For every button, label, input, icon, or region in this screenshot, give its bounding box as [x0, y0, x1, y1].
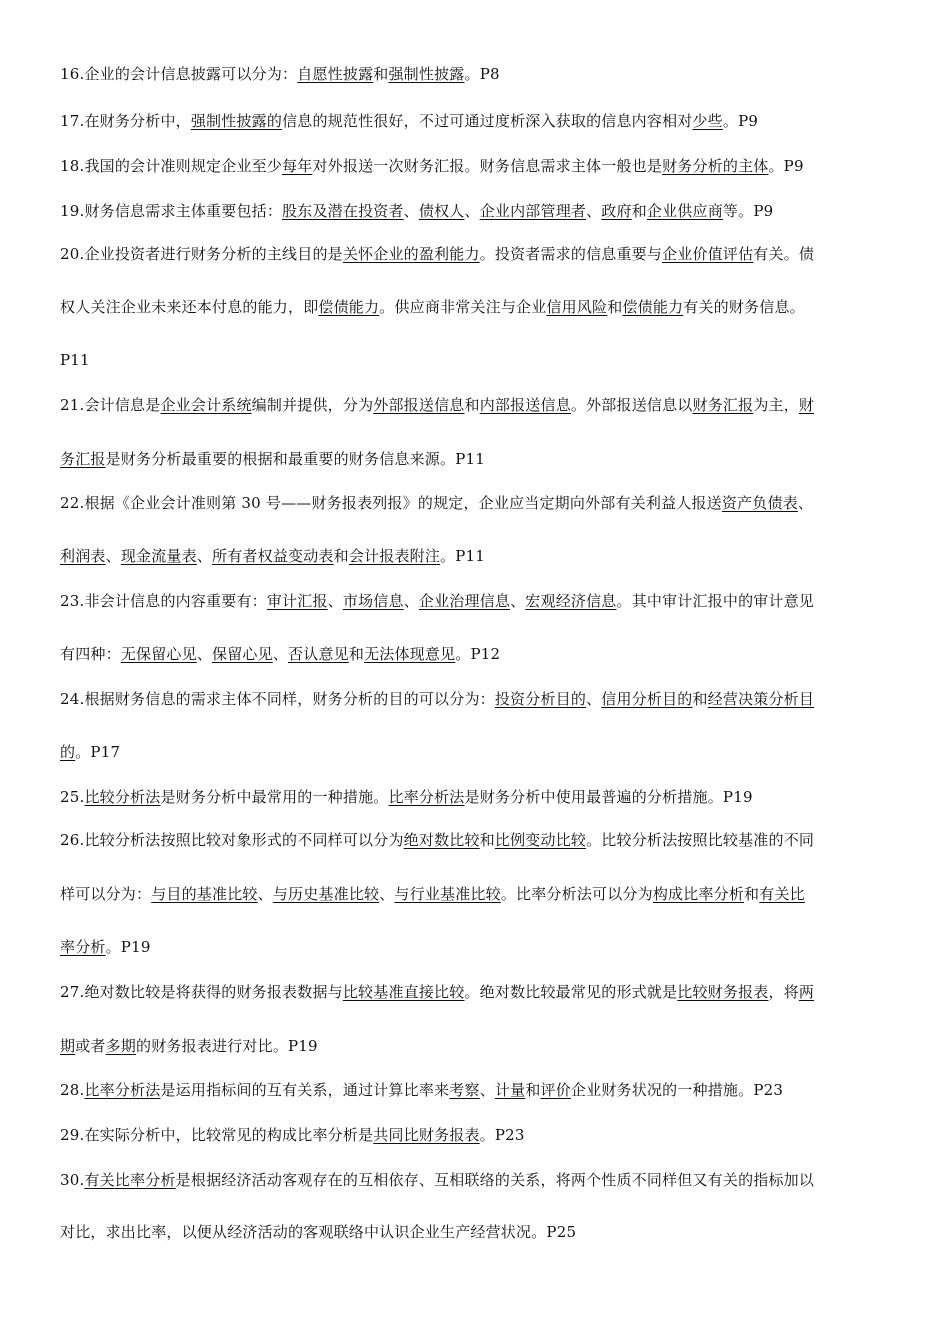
underlined-term: 审计汇报 [266, 592, 328, 610]
item-18-line-1 [60, 156, 804, 176]
text-run: 和 [333, 547, 349, 565]
underlined-term: 与目的基准比较 [151, 885, 258, 903]
text-run: P11 [60, 351, 90, 369]
underlined-term: 会计报表附注 [348, 547, 441, 565]
text-run: 25. [60, 788, 85, 806]
underlined-term: 现金流量表 [120, 547, 197, 565]
text-run: 24.根据财务信息的需求主体不同样，财务分析的目的可以分为： [60, 690, 495, 708]
underlined-term: 比较财务报表 [677, 983, 769, 1001]
text-run: 对外报送一次财务汇报。财务信息需求主体一般也是 [312, 157, 663, 175]
underlined-term: 财务汇报 [692, 396, 754, 414]
underlined-term: 比例变动比较 [494, 831, 587, 849]
text-run: 、 [196, 645, 213, 663]
underlined-term: 债权人 [418, 202, 465, 220]
text-run: 、 [586, 202, 602, 220]
text-run: 28. [60, 1081, 85, 1099]
item-21-line-2 [60, 449, 485, 469]
item-20-line-3 [60, 350, 90, 370]
underlined-term: 企业供应商 [646, 202, 723, 220]
text-run: 16.企业的会计信息披露可以分为： [60, 65, 298, 83]
underlined-term: 多期 [105, 1037, 137, 1055]
item-27-line-2 [60, 1036, 318, 1056]
text-run: 。P8 [464, 65, 500, 83]
underlined-term: 期 [60, 1037, 76, 1055]
underlined-term: 利润表 [60, 547, 106, 565]
underlined-term: 有关比率分析 [84, 1171, 176, 1189]
item-21-line-1 [60, 395, 814, 415]
text-run: 和 [692, 690, 708, 708]
underlined-term: 考察 [449, 1081, 480, 1099]
item-22-line-2 [60, 546, 485, 566]
text-run: 企业财务状况的一种措施。P23 [570, 1081, 784, 1099]
text-run: 22.根据《企业会计准则第 30 号——财务报表列报》的规定，企业应当定期向外部有关利益人报送 [60, 494, 722, 512]
text-run: 、 [379, 885, 395, 903]
underlined-term: 构成比率分析 [652, 885, 745, 903]
underlined-term: 保留心见 [212, 645, 273, 663]
text-run: 是财务分析中使用最普遍的分析措施。P19 [464, 788, 753, 806]
item-20-line-1 [60, 244, 814, 264]
text-run: 权人关注企业未来还本付息的能力，即 [60, 298, 319, 316]
text-run: 对比，求出比率，以便从经济活动的客观联络中认识企业生产经营状况。P25 [60, 1223, 577, 1241]
underlined-term: 比较分析法 [84, 788, 161, 806]
text-run: 是运用指标间的互有关系，通过计算比率来 [160, 1081, 450, 1099]
underlined-term: 自愿性披露 [297, 65, 374, 83]
text-run: 是财务分析最重要的根据和最重要的财务信息来源。P11 [105, 450, 485, 468]
text-run: 、 [272, 645, 289, 663]
underlined-term: 财务分析的主体 [662, 157, 769, 175]
text-run: 和 [607, 298, 623, 316]
underlined-term: 比率分析法 [388, 788, 465, 806]
underlined-term: 企业价值评估 [662, 245, 754, 263]
text-run: 。P9 [768, 157, 804, 175]
text-run: 、 [257, 885, 273, 903]
item-26-line-3 [60, 937, 151, 957]
text-run: 19.财务信息需求主体重要包括： [60, 202, 283, 220]
text-run: ，将 [768, 983, 799, 1001]
text-run: 。P23 [479, 1126, 525, 1144]
underlined-term: 偿债能力 [318, 298, 380, 316]
text-run: 和 [744, 885, 760, 903]
text-run: 等。P9 [722, 202, 774, 220]
text-run: 、 [403, 202, 419, 220]
item-22-line-1 [60, 493, 813, 513]
text-run: 29.在实际分析中，比较常见的构成比率分析是 [60, 1126, 374, 1144]
item-20-line-2 [60, 297, 805, 317]
text-run: 和 [525, 1081, 541, 1099]
underlined-term: 的 [60, 743, 76, 761]
underlined-term: 关怀企业的盈利能力 [342, 245, 480, 263]
text-run: 和 [348, 645, 365, 663]
underlined-term: 每年 [282, 157, 313, 175]
text-run: 。P17 [75, 743, 121, 761]
text-run: 和 [373, 65, 389, 83]
underlined-term: 比率分析法 [84, 1081, 161, 1099]
underlined-term: 宏观经济信息 [525, 592, 617, 610]
underlined-term: 外部报送信息 [373, 396, 465, 414]
text-run: 23.非会计信息的内容重要有： [60, 592, 267, 610]
text-run: 。比率分析法可以分为 [500, 885, 653, 903]
text-run: 、 [479, 1081, 495, 1099]
text-run: 。比较分析法按照比较基准的不同 [586, 831, 815, 849]
underlined-term: 信用分析目的 [601, 690, 693, 708]
text-run: 编制并提供，分为 [251, 396, 374, 414]
underlined-term: 与历史基准比较 [272, 885, 380, 903]
item-25-line-1 [60, 787, 753, 807]
text-run: 有四种： [60, 645, 121, 663]
underlined-term: 强制性披露的 [190, 112, 283, 130]
text-run: 。供应商非常关注与企业 [379, 298, 547, 316]
text-run: 、 [510, 592, 526, 610]
text-run: 信息的规范性很好，不过可通过度析深入获取的信息内容相对 [282, 112, 693, 130]
underlined-term: 政府 [601, 202, 632, 220]
text-run: 、 [327, 592, 343, 610]
item-24-line-2 [60, 742, 120, 762]
text-run: 27.绝对数比较是将获得的财务报表数据与 [60, 983, 343, 1001]
text-run: 、 [403, 592, 419, 610]
text-run: 18.我国的会计准则规定企业至少 [60, 157, 283, 175]
item-23-line-1 [60, 591, 814, 611]
underlined-term: 与行业基准比较 [394, 885, 501, 903]
underlined-term: 信用风险 [546, 298, 608, 316]
item-27-line-1 [60, 982, 814, 1002]
text-run: 20.企业投资者进行财务分析的主线目的是 [60, 245, 343, 263]
text-run: 或者 [75, 1037, 106, 1055]
text-run: 。外部报送信息以 [570, 396, 693, 414]
underlined-term: 强制性披露 [388, 65, 465, 83]
underlined-term: 投资分析目的 [494, 690, 587, 708]
text-run: 样可以分为： [60, 885, 152, 903]
underlined-term: 财 [798, 396, 815, 414]
item-29-line-1 [60, 1125, 525, 1145]
text-run: 。投资者需求的信息重要与 [479, 245, 663, 263]
underlined-term: 务汇报 [60, 450, 106, 468]
item-19-line-1 [60, 201, 773, 221]
underlined-term: 否认意见 [288, 645, 349, 663]
text-run: 和 [631, 202, 647, 220]
underlined-term: 共同比财务报表 [373, 1126, 480, 1144]
text-run: 。P9 [722, 112, 759, 130]
text-run: 。P12 [455, 645, 501, 663]
text-run: 21.会计信息是 [60, 396, 161, 414]
underlined-term: 企业内部管理者 [479, 202, 587, 220]
underlined-term: 内部报送信息 [479, 396, 571, 414]
text-run: 为主， [753, 396, 799, 414]
underlined-term: 两 [798, 983, 815, 1001]
underlined-term: 企业治理信息 [418, 592, 511, 610]
item-26-line-1 [60, 830, 814, 850]
underlined-term: 绝对数比较 [403, 831, 480, 849]
underlined-term: 无法体现意见 [364, 645, 456, 663]
item-28-line-1 [60, 1080, 783, 1100]
underlined-term: 股东及潜在投资者 [282, 202, 404, 220]
item-30-line-2 [60, 1222, 576, 1242]
underlined-term: 资产负债表 [721, 494, 798, 512]
underlined-term: 所有者权益变动表 [212, 547, 334, 565]
underlined-term: 经营决策分析目 [707, 690, 815, 708]
text-run: 和 [464, 396, 480, 414]
underlined-term: 偿债能力 [622, 298, 684, 316]
underlined-term: 市场信息 [342, 592, 404, 610]
underlined-term: 企业会计系统 [160, 396, 252, 414]
underlined-term: 计量 [494, 1081, 526, 1099]
item-30-line-1 [60, 1170, 814, 1190]
text-run: 30. [60, 1171, 85, 1189]
text-run: 。绝对数比较最常见的形式就是 [464, 983, 678, 1001]
text-run: 17.在财务分析中， [60, 112, 191, 130]
underlined-term: 有关比 [759, 885, 805, 903]
text-run: 有关。债 [753, 245, 815, 263]
underlined-term: 少些 [692, 112, 723, 130]
underlined-term: 比较基准直接比较 [342, 983, 465, 1001]
underlined-term: 评价 [540, 1081, 571, 1099]
text-run: 。P11 [440, 547, 486, 565]
text-run: 、 [196, 547, 213, 565]
item-23-line-2 [60, 644, 500, 664]
text-run: 、 [464, 202, 480, 220]
text-run: 有关的财务信息。 [683, 298, 805, 316]
item-17-line-1 [60, 111, 758, 131]
text-run: 。其中审计汇报中的审计意见 [616, 592, 815, 610]
item-16-line-1 [60, 64, 500, 84]
text-run: 26.比较分析法按照比较对象形式的不同样可以分为 [60, 831, 404, 849]
text-run: 。P19 [105, 938, 151, 956]
text-run: 是财务分析中最常用的一种措施。 [160, 788, 389, 806]
text-run: 、 [797, 494, 814, 512]
text-run: 是根据经济活动客观存在的互相依存、互相联络的关系，将两个性质不同样但又有关的指标加以 [175, 1171, 815, 1189]
item-24-line-1 [60, 689, 814, 709]
text-run: 、 [105, 547, 121, 565]
underlined-term: 率分析 [60, 938, 106, 956]
text-run: 的财务报表进行对比。P19 [136, 1037, 318, 1055]
item-26-line-2 [60, 884, 805, 904]
text-run: 和 [479, 831, 495, 849]
text-run: 、 [586, 690, 602, 708]
underlined-term: 无保留心见 [120, 645, 197, 663]
